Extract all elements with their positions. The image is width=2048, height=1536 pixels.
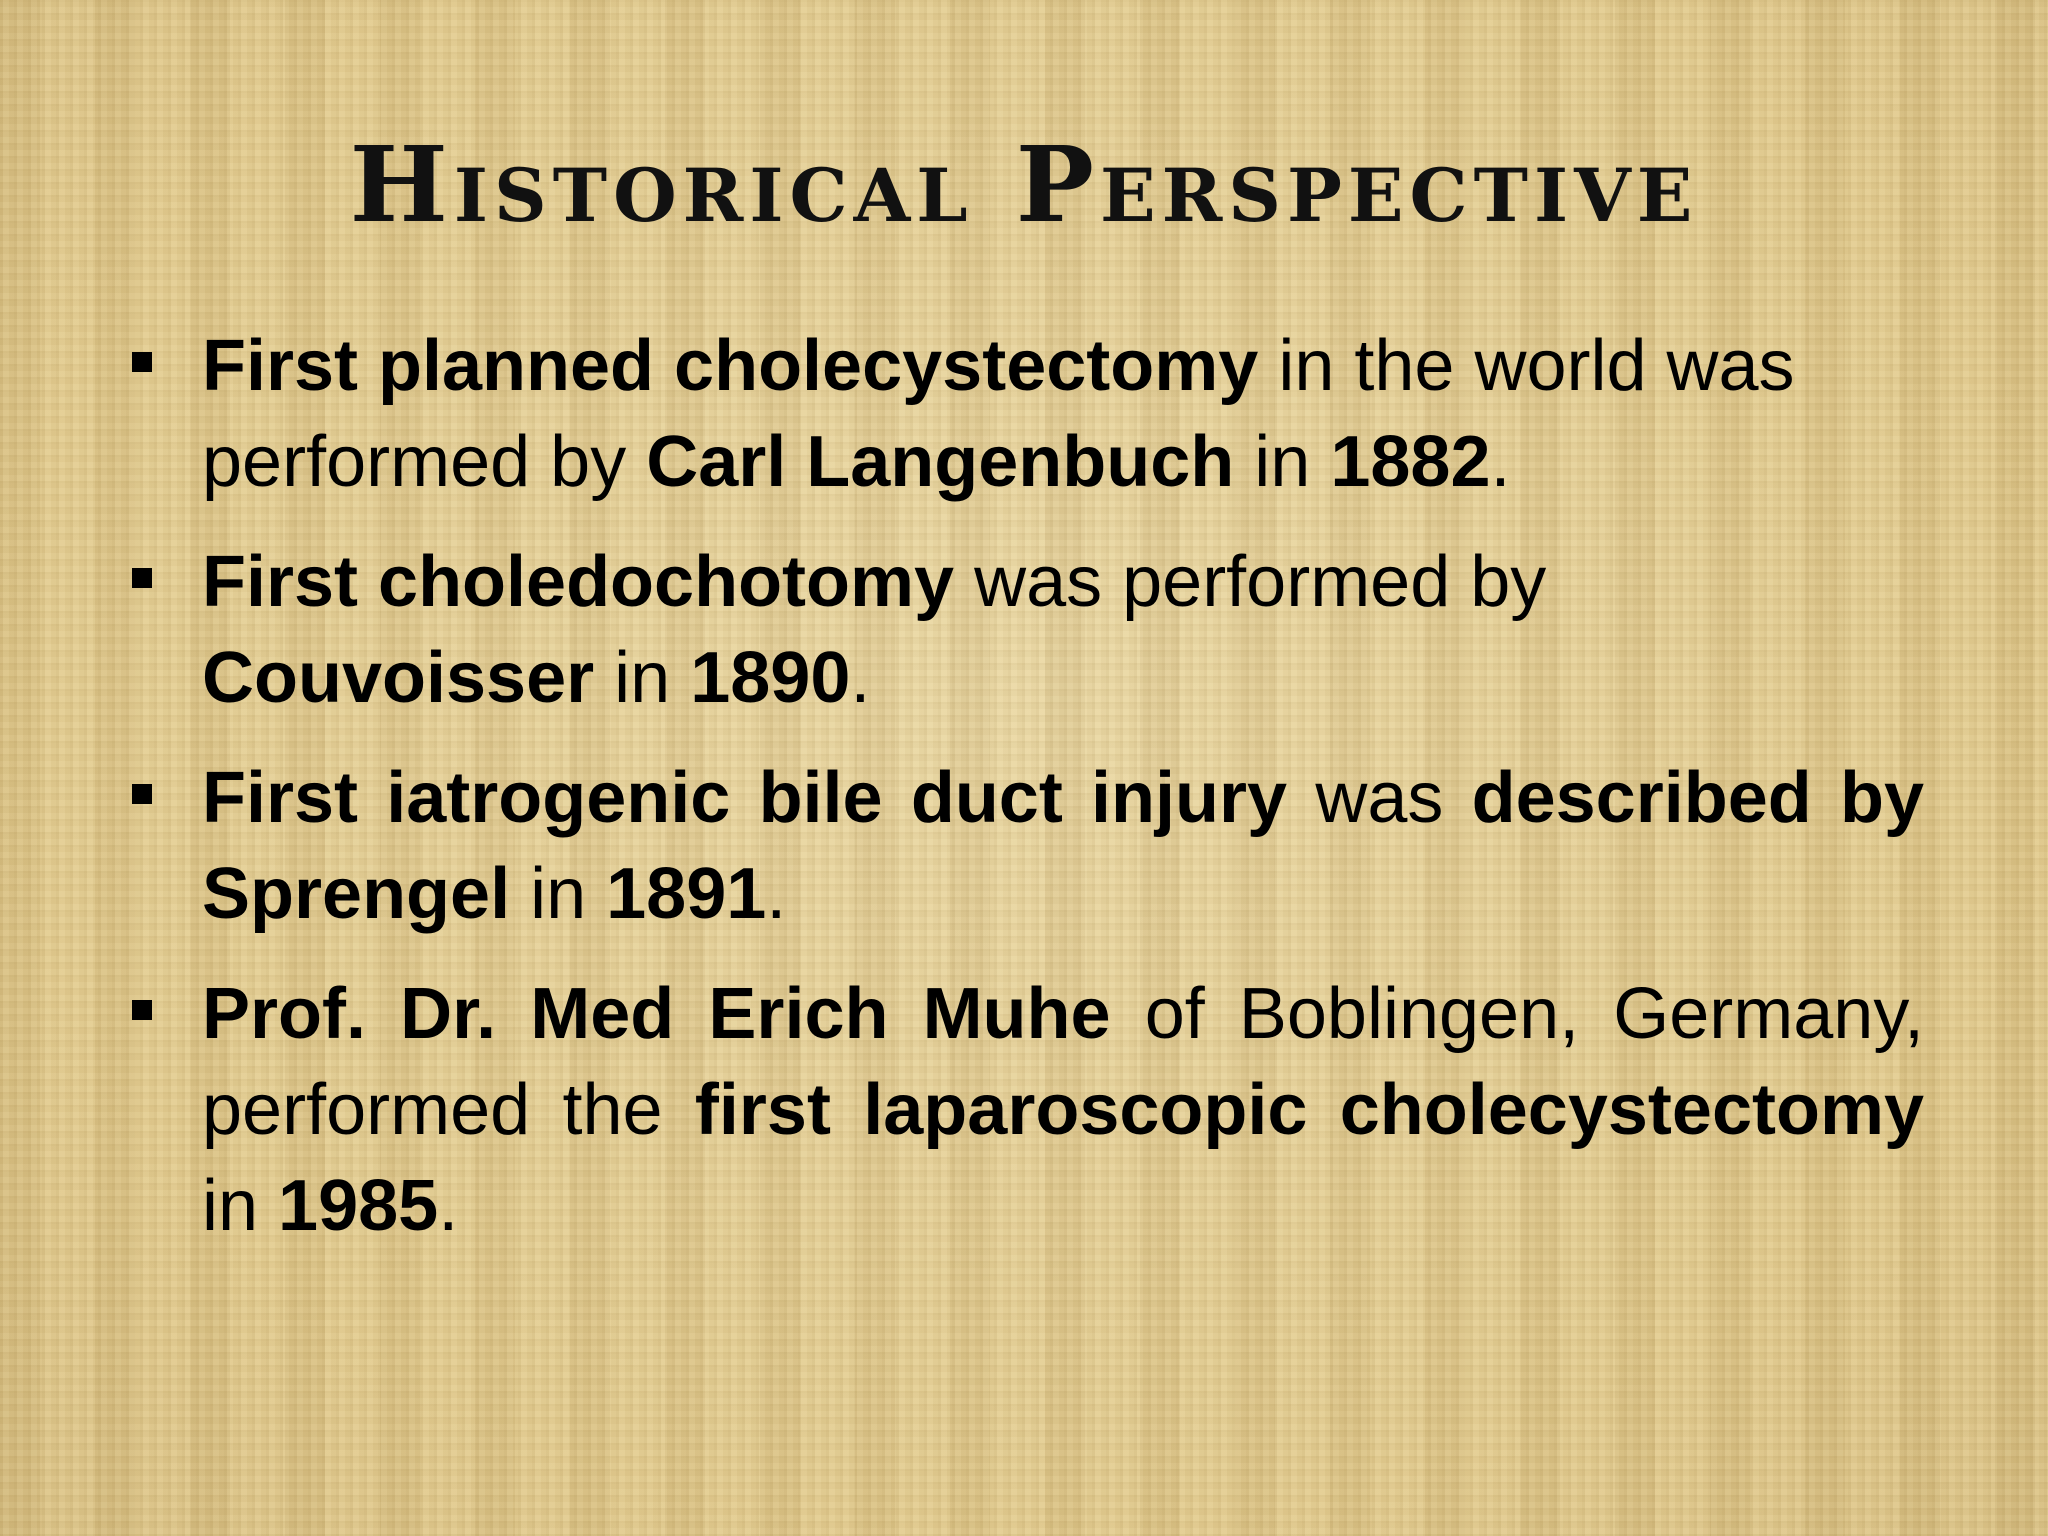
bullet-bold-text: 1985 [278,1166,439,1246]
bullet-bold-text: 1882 [1330,422,1491,502]
bullet-bold-text: Carl Langenbuch [646,422,1235,502]
bullet-text: . [1490,422,1511,502]
bullet-item [128,534,1924,726]
bullet-text: . [850,638,871,718]
bullet-bold-text: Couvoisser [202,638,595,718]
bullet-text: in [202,1166,279,1246]
square-bullet-icon [132,784,152,804]
square-bullet-icon [132,1000,152,1020]
bullet-item [128,318,1924,510]
square-bullet-icon [132,352,152,372]
slide-title: Historical Perspective [349,123,1699,246]
bullet-bold-text: 1891 [606,854,767,934]
bullet-text: of Boblingen, Germany, performed the [202,974,1924,1150]
bullet-text: . [438,1166,459,1246]
bullet-list [128,318,1924,1278]
bullet-bold-text: First iatrogenic bile duct injury [202,758,1288,838]
bullet-bold-text: Prof. Dr. Med Erich Muhe [202,974,1111,1054]
bullet-text: . [766,854,787,934]
bullet-text: was performed by [954,542,1547,622]
bullet-bold-text: first laparoscopic cholecystectomy [694,1070,1925,1150]
bullet-text: in the world was performed by [202,326,1795,502]
bullet-bold-text: First choledochotomy [202,542,955,622]
bullet-bold-text: 1890 [690,638,851,718]
bullet-text: was [1287,758,1472,838]
bullet-bold-text: described by Sprengel [202,758,1925,934]
square-bullet-icon [132,568,152,588]
bullet-item [128,750,1924,942]
bullet-bold-text: First planned cholecystectomy [202,326,1259,406]
bullet-text: in [594,638,691,718]
bullet-text: in [510,854,607,934]
bullet-item [128,966,1924,1254]
bullet-text: in [1234,422,1331,502]
